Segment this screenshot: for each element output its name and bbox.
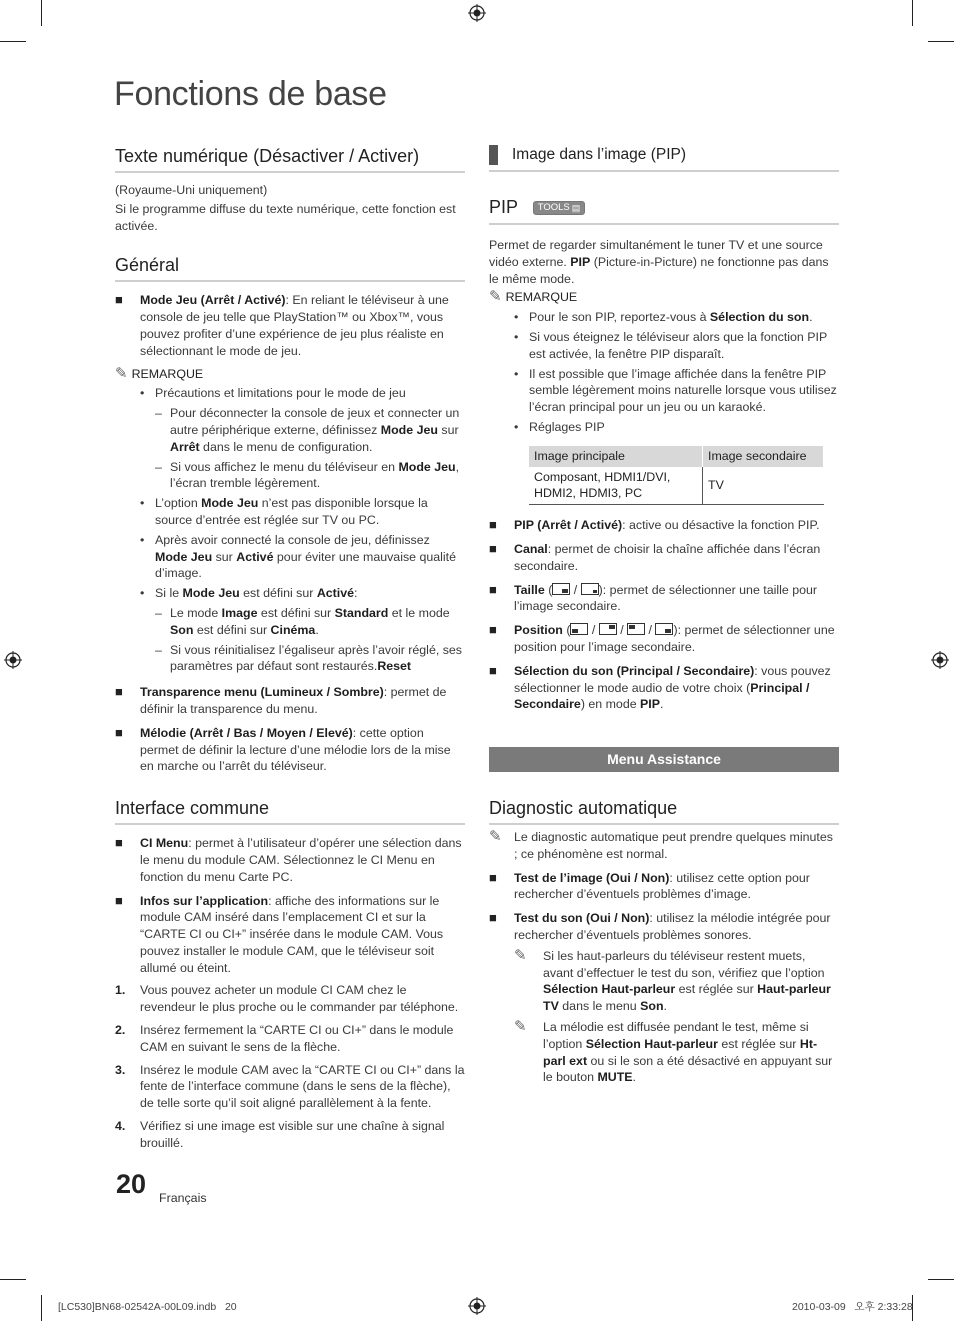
text: Le mode: [170, 605, 222, 620]
square-bullet-icon: ■: [489, 622, 497, 638]
square-bullet-icon: ■: [115, 724, 123, 740]
item-label: Taille: [514, 582, 545, 597]
text-bold: Image: [221, 605, 258, 620]
list-item: [514, 419, 839, 436]
text-bold: Son: [170, 622, 194, 637]
text: Pour le son PIP, reportez-vous à: [529, 310, 710, 325]
text: Permet de regarder simultanément le tuner TV et une source vidéo externe.: [489, 238, 823, 269]
list-item: [155, 405, 465, 455]
pencil-note-icon: ✎: [514, 946, 527, 964]
text-bold: Standard: [334, 605, 389, 620]
text: Pour déconnecter la console de jeux et connecter un autre périphérique externe, définissez: [170, 406, 460, 437]
step-text: Insérez le module CAM avec la “CARTE CI ou CI+” dans la fente de l’interface commune (dans le sens de la flèche), de telle sorte qu’il soit aligné parallèlement à la fente.: [140, 1062, 465, 1111]
pip-title: [489, 196, 839, 225]
item-text: : cette option permet de définir la lecture d’une mélodie lors de la mise en marche ou l’arrêt du téléviseur.: [140, 725, 451, 774]
right-column: [489, 145, 839, 713]
registration-mark-icon: [468, 4, 486, 22]
item-label: Transparence menu (Lumineux / Sombre): [140, 685, 384, 700]
tools-badge: [533, 201, 586, 215]
square-bullet-icon: ■: [115, 892, 123, 908]
step-text: Vérifiez si une image est visible sur une chaîne à signal brouillé.: [140, 1119, 445, 1150]
step-number: 2.: [115, 1023, 126, 1038]
text-bold: Sélection du son: [709, 310, 810, 325]
page-language: Français: [159, 1191, 207, 1205]
square-bullet-icon: ■: [489, 910, 497, 926]
item-text: : active ou désactive la fonction PIP.: [622, 518, 820, 533]
text: L’option: [155, 496, 202, 511]
text: dans le menu: [558, 999, 641, 1014]
square-bullet-icon: ■: [489, 540, 497, 556]
page-number: 20: [116, 1169, 147, 1199]
square-bullet-icon: ■: [489, 869, 497, 885]
bullet-text: Réglages PIP: [529, 419, 605, 434]
pip-section-heading: [489, 145, 839, 172]
list-item: [115, 725, 465, 775]
text: pour éviter une mauvaise qualité d’image.: [155, 549, 456, 581]
list-item: [155, 605, 465, 639]
step-number: 3.: [115, 1062, 126, 1077]
text-bold: PIP: [570, 254, 591, 269]
registration-mark-icon: [468, 1297, 486, 1315]
item-text: : utilisez cette option pour rechercher d’éventuels problèmes d’image.: [514, 870, 810, 902]
pencil-note-icon: ✎: [489, 828, 502, 845]
text: .: [663, 999, 667, 1014]
text-bold: Sélection Haut-parleur: [543, 982, 676, 997]
pip-intro: [489, 237, 839, 287]
bullet-text: Si vous éteignez le téléviseur alors que la fonction PIP est activée, la fenêtre PIP disparaît.: [529, 329, 828, 361]
remark-label: [115, 366, 465, 383]
bullet-icon: •: [514, 419, 519, 434]
item-text: : En reliant le téléviseur à une console de jeu telle que PlayStation™ ou Xbox™, vous pouvez profiter d’une expérience de jeu plus réaliste en sélectionnant le mode de jeu.: [140, 293, 449, 358]
item-label: Sélection du son (Principal / Secondaire): [514, 663, 755, 678]
text: est défini sur: [257, 605, 335, 620]
text: est réglée sur: [717, 1036, 800, 1051]
item-label: Infos sur l’application: [140, 893, 269, 908]
item-label: Mélodie (Arrêt / Bas / Moyen / Elevé): [140, 725, 353, 740]
list-item: ■ Taille ( / ): permet de sélectionner une taille pour l’image secondaire.: [489, 581, 818, 614]
square-bullet-icon: ■: [489, 662, 497, 678]
step-item: [115, 1062, 465, 1112]
text-bold: Principal / Secondaire: [514, 680, 810, 712]
item-text: ) en mode: [580, 697, 641, 712]
text: et le mode: [388, 605, 450, 620]
size-large-icon: [552, 583, 570, 595]
list-item: [115, 292, 465, 359]
remark-text: REMARQUE: [505, 290, 578, 305]
crop-mark: [41, 0, 42, 26]
text: .: [809, 310, 813, 325]
table-header: Image principale: [529, 446, 703, 467]
sub-note: [514, 1019, 839, 1086]
text: :: [354, 586, 358, 601]
text: n’est pas disponible lorsque la source d’entrée est réglée sur TV ou PC.: [155, 496, 428, 527]
dash-icon: –: [155, 406, 162, 421]
list-item: ■ Position ( / / / ): permet de sélectionner une position pour l’image secondaire.: [489, 622, 835, 654]
list-item: [140, 532, 465, 582]
text-bold: Mode Jeu: [398, 459, 456, 474]
table-cell: Composant, HDMI1/DVI, HDMI2, HDMI3, PC: [529, 467, 703, 505]
square-bullet-icon: ■: [115, 684, 123, 700]
text: Si vous affichez le menu du téléviseur en: [170, 459, 399, 474]
text: Si vous réinitialisez l’égaliseur après l’avoir réglé, ses paramètres par défaut sont restaurés.: [170, 642, 462, 674]
teletext-note: (Royaume-Uni uniquement): [115, 183, 268, 197]
text-bold: Activé: [316, 586, 355, 601]
square-bullet-icon: ■: [489, 517, 497, 533]
text: .: [632, 1070, 636, 1085]
item-text: : affiche des informations sur le module CAM inséré dans l’emplacement CI et sur la “CARTE CI ou CI+” insérée dans le module CAM. Vous pouvez installer le module CAM, que le téléviseur soit allumé ou éteint.: [140, 893, 444, 975]
list-item: [155, 459, 465, 493]
list-item: [115, 684, 465, 718]
crop-mark: [0, 1279, 26, 1280]
text: Si les haut-parleurs du téléviseur restent muets, avant d’effectuer le test du son, vérifiez que l’option: [543, 948, 825, 980]
item-text: ): permet de sélectionner une taille pour l’image secondaire.: [514, 582, 818, 614]
teletext-heading: Texte numérique (Désactiver / Activer): [115, 145, 465, 173]
list-item: [155, 642, 465, 676]
item-text: : permet de choisir la chaîne affichée dans l’écran secondaire.: [514, 541, 821, 573]
general-heading: Général: [115, 254, 465, 282]
step-text: Insérez fermement la “CARTE CI ou CI+” dans le module CAM en suivant le sens de la flèche.: [140, 1023, 454, 1054]
crop-mark: [912, 0, 913, 26]
diagnostic-section: [489, 797, 839, 1086]
dash-icon: –: [155, 605, 162, 620]
text-bold: Mode Jeu: [155, 549, 213, 564]
item-text: : utilisez la mélodie intégrée pour rechercher d’éventuels problèmes sonores.: [514, 911, 831, 942]
step-item: [115, 1022, 465, 1056]
crop-mark: [928, 1279, 954, 1280]
text: ou si le son a été désactivé en appuyant sur le bouton: [543, 1053, 833, 1085]
square-bullet-icon: ■: [489, 581, 497, 597]
table-cell: TV: [703, 467, 824, 505]
bullet-icon: •: [140, 386, 145, 401]
text: Si le: [155, 586, 183, 601]
bullet-text: Précautions et limitations pour le mode de jeu: [155, 386, 406, 401]
crop-mark: [928, 41, 954, 42]
text-bold: PIP: [640, 697, 661, 712]
item-text: ): permet de sélectionner une position pour l’image secondaire.: [514, 623, 835, 654]
item-label: Canal: [514, 541, 548, 556]
item-text: .: [660, 697, 664, 712]
step-number: 1.: [115, 983, 126, 998]
square-bullet-icon: ■: [115, 292, 123, 308]
crop-mark: [0, 41, 26, 42]
text-bold: Haut-parleur TV: [543, 982, 831, 1014]
bullet-icon: •: [140, 586, 145, 601]
item-label: Mode Jeu (Arrêt / Activé): [140, 293, 286, 308]
dash-icon: –: [155, 642, 162, 657]
text: dans le menu de configuration.: [199, 439, 373, 454]
list-item: [514, 329, 839, 363]
bullet-icon: •: [140, 532, 145, 547]
pencil-note-icon: ✎: [489, 288, 502, 306]
tools-icon: ▤: [571, 203, 581, 214]
pip-settings-table: [529, 446, 824, 505]
square-bullet-icon: ■: [115, 835, 123, 851]
text: est réglée sur: [675, 982, 758, 997]
remark-label: [489, 289, 839, 306]
list-item: [115, 835, 465, 885]
page-title: Fonctions de base: [114, 75, 387, 113]
text: sur: [212, 549, 237, 564]
text: La mélodie est diffusée pendant le test, même si l’option: [543, 1019, 809, 1051]
ci-heading: Interface commune: [115, 797, 465, 825]
section-bar-icon: [489, 145, 498, 165]
step-item: [115, 1118, 465, 1152]
text-bold: MUTE: [597, 1070, 633, 1085]
remark-text: REMARQUE: [131, 366, 204, 381]
text-bold: Reset: [377, 659, 412, 674]
dash-icon: –: [155, 459, 162, 474]
bullet-icon: •: [140, 496, 145, 511]
step-item: [115, 982, 465, 1016]
position-top-right-icon: [599, 623, 617, 635]
step-text: Vous pouvez acheter un module CI CAM chez le revendeur le plus proche ou le commander par téléphone.: [140, 983, 459, 1015]
text-bold: Son: [640, 999, 664, 1014]
text-bold: Mode Jeu: [380, 422, 438, 437]
item-text: : vous pouvez sélectionner le mode audio de votre choix (: [514, 663, 831, 695]
position-bottom-right-icon: [655, 623, 673, 635]
list-item: [489, 910, 839, 944]
list-item: [140, 385, 465, 402]
position-top-left-icon: [627, 623, 645, 635]
menu-assistance-band: Menu Assistance: [489, 747, 839, 772]
footer-date: 2010-03-09 오후 2:33:28: [792, 1301, 913, 1313]
list-item: [489, 870, 839, 904]
text: .: [315, 622, 319, 637]
item-label: Position: [514, 623, 563, 638]
text-bold: Mode Jeu: [201, 496, 259, 511]
list-item: [514, 309, 839, 326]
item-label: Test du son (Oui / Non): [514, 911, 650, 926]
text-bold: Arrêt: [170, 439, 200, 454]
table-row: [529, 467, 824, 505]
item-label: CI Menu: [140, 836, 189, 851]
sub-note: [514, 948, 839, 1015]
list-item: [140, 495, 465, 529]
text-bold: Sélection Haut-parleur: [585, 1036, 718, 1051]
registration-mark-icon: [4, 651, 22, 669]
step-number: 4.: [115, 1119, 126, 1134]
list-item: [489, 517, 839, 534]
size-small-icon: [581, 583, 599, 595]
list-item: [115, 893, 465, 977]
text: est défini sur: [239, 586, 317, 601]
item-label: PIP (Arrêt / Activé): [514, 518, 623, 533]
text-bold: Cinéma: [270, 622, 316, 637]
text: sur: [437, 422, 459, 437]
list-item: [489, 541, 839, 575]
left-column: [115, 145, 465, 1152]
diagnostic-heading: Diagnostic automatique: [489, 797, 839, 825]
table-header-row: [529, 446, 824, 467]
table-header: Image secondaire: [703, 446, 824, 467]
bullet-icon: •: [514, 329, 519, 344]
text-bold: Ht-parl ext: [543, 1036, 818, 1068]
bullet-icon: •: [514, 366, 519, 381]
item-text: : permet à l’utilisateur d’opérer une sélection dans le menu du module CAM. Sélectionnez le CI Menu en fonction du menu Carte PC.: [140, 836, 462, 884]
text: , l’écran tremble légèrement.: [170, 459, 460, 491]
diagnostic-note: [489, 829, 839, 863]
teletext-body: Si le programme diffuse du texte numérique, cette fonction est activée.: [115, 201, 456, 233]
list-item: [514, 366, 839, 416]
text-bold: Activé: [236, 549, 274, 564]
item-text: : permet de définir la transparence du menu.: [140, 685, 447, 716]
list-item: [489, 663, 839, 713]
note-text: Le diagnostic automatique peut prendre quelques minutes ; ce phénomène est normal.: [514, 830, 833, 861]
pencil-note-icon: ✎: [115, 364, 128, 382]
text: est défini sur: [193, 622, 271, 637]
section-title: Image dans l’image (PIP): [512, 145, 687, 163]
text-bold: Mode Jeu: [182, 586, 240, 601]
item-label: Test de l’image (Oui / Non): [514, 870, 670, 885]
text: (Picture-in-Picture) ne fonctionne pas dans le même mode.: [489, 254, 829, 286]
pip-title-text: PIP: [489, 197, 518, 217]
tools-label: TOOLS: [537, 202, 570, 214]
position-bottom-left-icon: [570, 623, 588, 635]
registration-mark-icon: [931, 651, 949, 669]
pencil-note-icon: ✎: [514, 1017, 527, 1035]
bullet-icon: •: [514, 310, 519, 325]
bullet-text: Il est possible que l’image affichée dans la fenêtre PIP semble légèrement moins naturelle lorsque vous utilisez l’écran principal pour un jeu ou un karaoké.: [529, 366, 837, 415]
list-item: [140, 585, 465, 602]
footer-file: [LC530]BN68-02542A-00L09.indb 20: [58, 1301, 237, 1313]
crop-mark: [41, 1295, 42, 1321]
text: Après avoir connecté la console de jeu, définissez: [155, 532, 430, 547]
